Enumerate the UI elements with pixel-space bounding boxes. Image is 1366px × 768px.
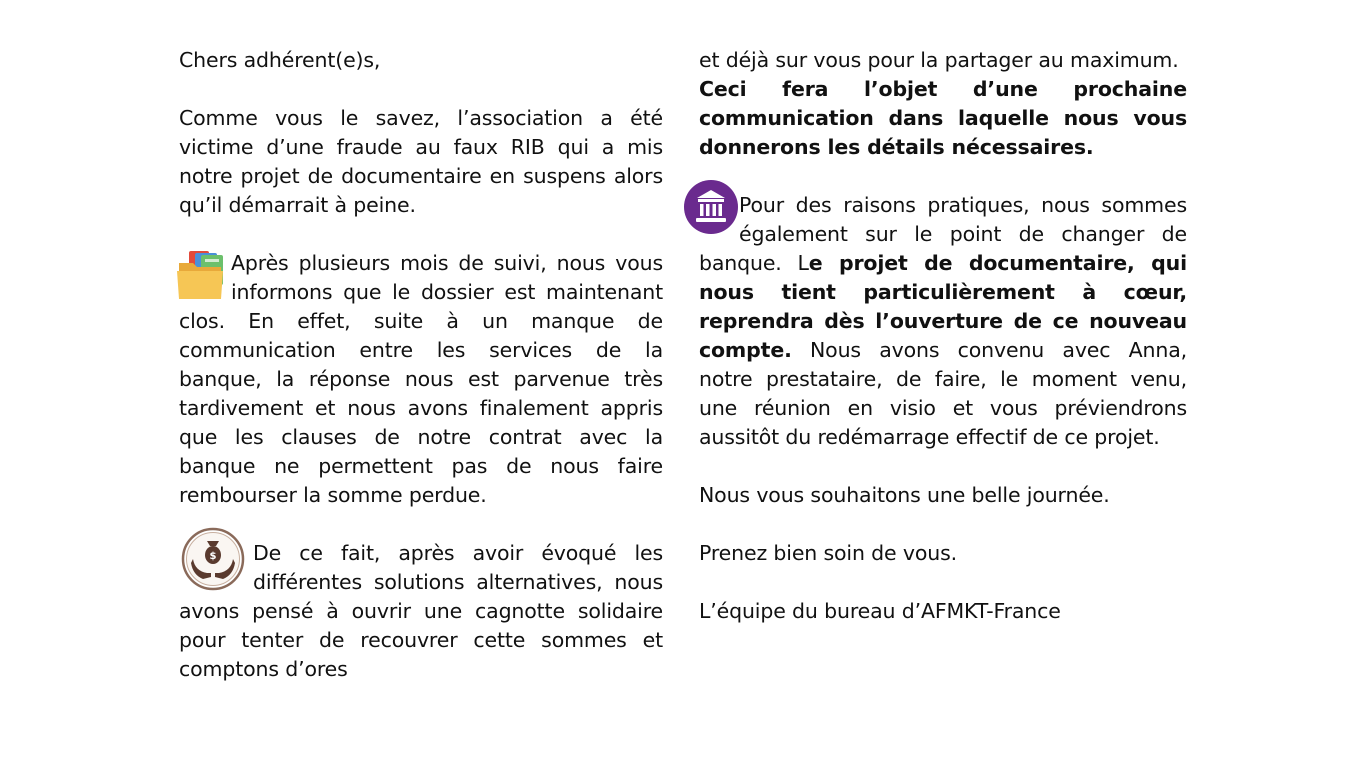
svg-text:$: $ [209,551,217,562]
spacer [699,162,1187,191]
spacer [699,452,1187,481]
bank-change-end: Nous avons convenu avec Anna, notre prestataire, de faire, le moment venu, une réunion en visio et vous préviendrons aussitôt du redémarrage effectif de ce projet. [699,338,1187,449]
spacer [699,568,1187,597]
case-closed-paragraph: Après plusieurs mois de suivi, nous vous informons que le dossier est maintenant clos. En effet, suite à un manque de communication entre les services de la banque, la réponse nous est parvenue très tardivement et nous avons finalement appris que les clauses de notre contrat avec la banque ne permettent pas de nous faire rembourser la somme perdue. [179,251,663,507]
next-communication-bold: Ceci fera l’objet d’une prochaine communication dans laquelle nous vous donnerons les détails nécessaires. [699,77,1187,159]
share-paragraph: et déjà sur vous pour la partager au maximum. [699,48,1179,72]
greeting: Chers adhérent(e)s, [179,48,381,72]
left-column [179,46,663,684]
spacer [179,510,663,539]
bank-change-section [699,191,1187,452]
right-column [699,46,1187,626]
case-closed-section [179,249,663,510]
bank-change-paragraph [699,191,1187,452]
money-hands-icon [181,527,245,591]
folder-icon [175,249,227,303]
signature: L’équipe du bureau d’AFMKT-France [699,599,1061,623]
spacer [699,510,1187,539]
wish-line: Nous vous souhaitons une belle journée. [699,483,1110,507]
spacer [179,75,663,104]
fundraising-section [179,539,663,684]
next-communication-paragraph [699,75,1187,162]
fundraising-paragraph: De ce fait, après avoir évoqué les différentes solutions alternatives, nous avons pensé à ouvrir une cagnotte solidaire pour tenter de recouvrer cette sommes et comptons d’ores [179,541,663,681]
intro-paragraph: Comme vous le savez, l’association a été victime d’une fraude au faux RIB qui a mis notre projet de documentaire en suspens alors qu’il démarrait à peine. [179,106,663,217]
documentary-resume-bold: e projet de documentaire, qui nous tient particulièrement à cœur, reprendra dès l’ouverture de ce nouveau compte. [699,251,1187,362]
bank-icon [683,179,739,235]
spacer [179,220,663,249]
care-line: Prenez bien soin de vous. [699,541,957,565]
bank-change-start: Pour des raisons pratiques, nous sommes également sur le point de changer de banque. L [699,193,1187,275]
